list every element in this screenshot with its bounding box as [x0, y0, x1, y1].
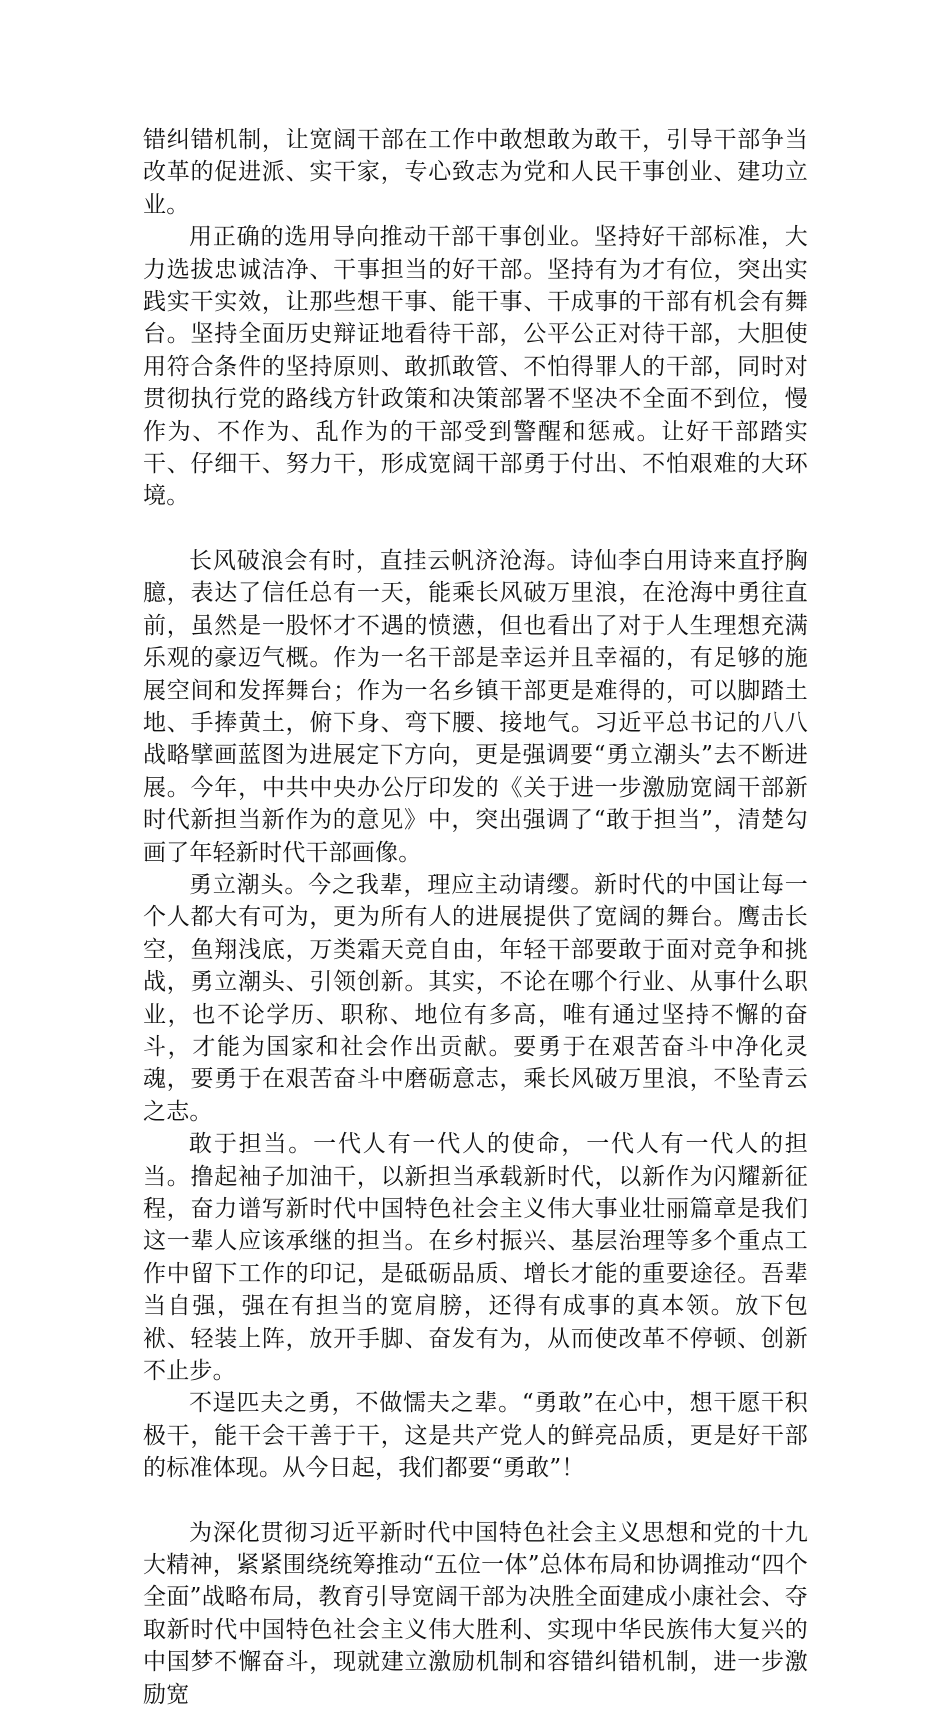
paragraph-2: 用正确的选用导向推动干部干事创业。坚持好干部标准，大力选拔忠诚洁净、干事担当的好干部。坚持有为才有位，突出实践实干实效，让那些想干事、能干事、干成事的干部有机会有舞台。坚持全面历史辩证地看待干部，公平公正对待干部，大胆使用符合条件的坚持原则、敢抓敢管、不怕得罪人的干部，同时对贯彻执行党的路线方针政策和决策部署不坚决不全面不到位，慢作为、不作为、乱作为的干部受到警醒和惩戒。让好干部踏实干、仔细干、努力干，形成宽阔干部勇于付出、不怕艰难的大环境。 [143, 224, 808, 510]
paragraph-4: 勇立潮头。今之我辈，理应主动请缨。新时代的中国让每一个人都大有可为，更为所有人的进展提供了宽阔的舞台。鹰击长空，鱼翔浅底，万类霜天竞自由，年轻干部要敢于面对竞争和挑战，勇立潮头、引领创新。其实，不论在哪个行业、从事什么职业，也不论学历、职称、地位有多高，唯有通过坚持不懈的奋斗，才能为国家和社会作出贡献。要勇于在艰苦奋斗中净化灵魂，要勇于在艰苦奋斗中磨砺意志，乘长风破万里浪，不坠青云之志。 [143, 871, 808, 1125]
paragraph-gap [143, 513, 808, 545]
document-page [143, 124, 808, 1711]
paragraph-3: 长风破浪会有时，直挂云帆济沧海。诗仙李白用诗来直抒胸臆，表达了信任总有一天，能乘长风破万里浪，在沧海中勇往直前，虽然是一股怀才不遇的愤懑，但也看出了对于人生理想充满乐观的豪迈气概。作为一名干部是幸运并且幸福的，有足够的施展空间和发挥舞台；作为一名乡镇干部更是难得的，可以脚踏土地、手捧黄土，俯下身、弯下腰、接地气。习近平总书记的八八战略擘画蓝图为进展定下方向，更是强调要“勇立潮头”去不断进展。今年，中共中央办公厅印发的《关于进一步激励宽阔干部新时代新担当新作为的意见》中，突出强调了“敢于担当”，清楚勾画了年轻新时代干部画像。 [143, 547, 808, 866]
paragraph-1: 错纠错机制，让宽阔干部在工作中敢想敢为敢干，引导干部争当改革的促进派、实干家，专心致志为党和人民干事创业、建功立业。 [143, 127, 808, 218]
paragraph-5: 敢于担当。一代人有一代人的使命，一代人有一代人的担当。撸起袖子加油干，以新担当承载新时代，以新作为闪耀新征程，奋力谱写新时代中国特色社会主义伟大事业壮丽篇章是我们这一辈人应该承继的担当。在乡村振兴、基层治理等多个重点工作中留下工作的印记，是砥砺品质、增长才能的重要途径。吾辈当自强，强在有担当的宽肩膀，还得有成事的真本领。放下包袱、轻装上阵，放开手脚、奋发有为，从而使改革不停顿、创新不止步。 [143, 1131, 808, 1385]
paragraph-6: 不逞匹夫之勇，不做懦夫之辈。“勇敢”在心中，想干愿干积极干，能干会干善于干，这是共产党人的鲜亮品质，更是好干部的标准体现。从今日起，我们都要“勇敢”！ [143, 1390, 808, 1482]
paragraph-gap [143, 1485, 808, 1517]
paragraph-7: 为深化贯彻习近平新时代中国特色社会主义思想和党的十九大精神，紧紧围绕统筹推动“五位一体”总体布局和协调推动“四个全面”战略布局，教育引导宽阔干部为决胜全面建成小康社会、夺取新时代中国特色社会主义伟大胜利、实现中华民族伟大复兴的中国梦不懈奋斗，现就建立激励机制和容错纠错机制，进一步激励宽 [143, 1519, 808, 1708]
